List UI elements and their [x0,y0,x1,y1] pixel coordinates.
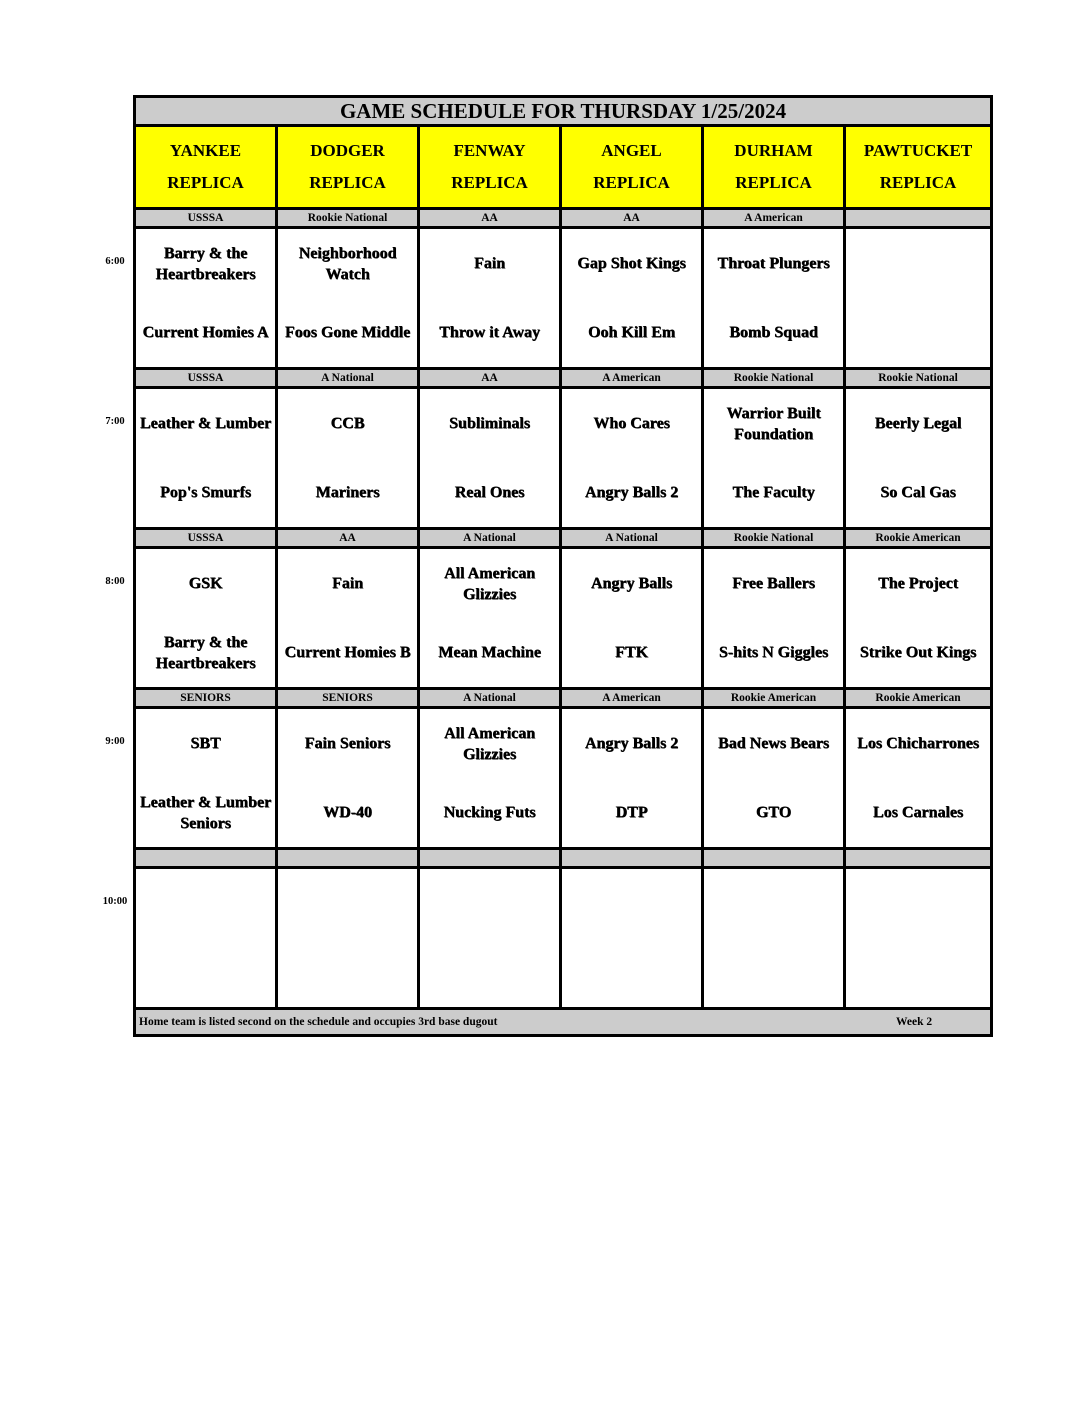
division-label: Rookie National [277,209,419,228]
away-team: GSK [188,575,223,592]
schedule-table [133,95,993,1037]
game-cell [845,548,992,689]
division-label: A National [419,689,561,708]
game-row [135,708,992,849]
field-header-yankee [135,126,277,209]
division-row [135,209,992,228]
division-label [419,849,561,868]
division-label: SENIORS [135,689,277,708]
away-team: Los Chicharrones [857,735,979,752]
home-team: GTO [755,804,792,821]
game-cell [703,708,845,849]
away-team: Leather & Lumber [139,415,272,432]
time-slot-label: 7:00 [105,415,125,427]
page-title: GAME SCHEDULE FOR THURSDAY 1/25/2024 [135,97,992,126]
game-cell [135,548,277,689]
game-cell [419,708,561,849]
game-cell [419,388,561,529]
game-cell [135,388,277,529]
home-team [846,298,990,367]
division-label: A American [561,689,703,708]
home-team: The Faculty [732,484,815,501]
division-label [703,849,845,868]
field-name: ANGEL [601,141,662,160]
field-subtitle: REPLICA [735,173,812,192]
away-team: Neighborhood Watch [298,244,397,283]
home-team: Real Ones [454,484,525,501]
division-label: AA [561,209,703,228]
away-team: Throat Plungers [717,255,830,272]
away-team: All American Glizzies [443,564,536,603]
away-team: Subliminals [449,415,530,432]
away-team [704,869,843,938]
division-label [845,849,992,868]
field-name: YANKEE [169,141,242,160]
away-team: Gap Shot Kings [577,255,686,272]
home-team: Pop's Smurfs [159,484,252,501]
game-cell [277,228,419,369]
time-slot-label: 6:00 [105,255,125,267]
game-cell [419,868,561,1009]
away-team: Bad News Bears [717,735,830,752]
division-label: USSSA [135,529,277,548]
division-label: A American [561,369,703,388]
game-cell [277,388,419,529]
away-team: Fain [331,575,364,592]
home-team [420,938,559,1007]
home-team: Mean Machine [438,644,541,661]
home-team: DTP [615,804,648,821]
game-cell [277,708,419,849]
home-team: Mariners [315,484,380,501]
away-team: Fain Seniors [304,735,391,752]
home-team: Nucking Futs [443,804,536,821]
home-team: WD-40 [323,804,372,821]
field-header-durham [703,126,845,209]
game-cell [561,868,703,1009]
field-subtitle: REPLICA [167,173,244,192]
game-cell [561,388,703,529]
division-label: AA [419,209,561,228]
home-team: FTK [615,644,648,661]
home-team: Los Carnales [872,804,964,821]
game-cell [703,868,845,1009]
division-label [135,849,277,868]
game-cell [419,548,561,689]
field-header-fenway [419,126,561,209]
division-row [135,529,992,548]
division-label: USSSA [135,369,277,388]
game-row [135,548,992,689]
footer-row [135,1009,992,1036]
game-cell [845,868,992,1009]
game-cell [703,228,845,369]
game-cell [561,228,703,369]
home-team: S-hits N Giggles [718,644,829,661]
away-team: CCB [330,415,365,432]
time-slot-label: 9:00 [105,735,125,747]
away-team: Barry & the Heartbreakers [155,244,256,283]
away-team [420,869,559,938]
division-label [561,849,703,868]
home-team: So Cal Gas [880,484,956,501]
game-row [135,388,992,529]
away-team [136,869,275,938]
home-team [846,938,990,1007]
home-team [704,938,843,1007]
away-team: Fain [473,255,506,272]
away-team: Beerly Legal [874,415,962,432]
division-label: SENIORS [277,689,419,708]
away-team [846,229,990,298]
division-label: USSSA [135,209,277,228]
field-header-pawtucket [845,126,992,209]
game-cell [561,548,703,689]
division-label: A National [419,529,561,548]
game-cell [277,548,419,689]
away-team: Warrior Built Foundation [726,404,821,443]
game-row [135,228,992,369]
division-label: A American [703,209,845,228]
time-slot-label: 10:00 [102,895,128,907]
game-cell [845,228,992,369]
division-label: Rookie American [845,689,992,708]
division-label: A National [277,369,419,388]
home-team: Angry Balls 2 [584,484,679,501]
away-team: Angry Balls [590,575,673,592]
field-header-row [135,126,992,209]
home-team [278,938,417,1007]
division-row [135,849,992,868]
away-team [278,869,417,938]
field-subtitle: REPLICA [593,173,670,192]
away-team: All American Glizzies [443,724,536,763]
division-label: AA [419,369,561,388]
game-cell [135,708,277,849]
home-team: Ooh Kill Em [587,324,676,341]
footer [135,1009,992,1036]
game-cell [135,868,277,1009]
division-label: A National [561,529,703,548]
field-name: DODGER [310,141,385,160]
field-subtitle: REPLICA [879,173,957,192]
game-cell [845,708,992,849]
field-subtitle: REPLICA [309,173,386,192]
field-name: FENWAY [453,141,526,160]
division-row [135,689,992,708]
field-name: DURHAM [734,141,813,160]
home-team: Current Homies A [142,324,269,341]
home-team: Strike Out Kings [859,644,977,661]
home-team [562,938,701,1007]
game-cell [703,388,845,529]
game-cell [703,548,845,689]
home-team: Bomb Squad [729,324,818,341]
away-team: The Project [877,575,959,592]
division-row [135,369,992,388]
home-team: Barry & the Heartbreakers [155,633,256,672]
away-team [846,869,990,938]
away-team: Free Ballers [732,575,815,592]
away-team: SBT [190,735,221,752]
division-label: Rookie American [845,529,992,548]
field-header-dodger [277,126,419,209]
home-team [136,938,275,1007]
away-team: Angry Balls 2 [584,735,679,752]
division-label: Rookie American [703,689,845,708]
game-cell [277,868,419,1009]
field-subtitle: REPLICA [451,173,528,192]
division-label: Rookie National [703,369,845,388]
division-label: Rookie National [845,369,992,388]
home-team: Current Homies B [284,644,411,661]
division-label [845,209,992,228]
footer-note: Home team is listed second on the schedule and occupies 3rd base dugout [139,1016,498,1028]
game-cell [845,388,992,529]
game-cell [135,228,277,369]
division-label: AA [277,529,419,548]
time-slot-label: 8:00 [105,575,125,587]
home-team: Leather & Lumber Seniors [139,793,272,832]
game-row [135,868,992,1009]
division-label [277,849,419,868]
away-team [562,869,701,938]
field-name: PAWTUCKET [863,141,973,160]
away-team: Who Cares [593,415,670,432]
home-team: Foos Gone Middle [284,324,411,341]
field-header-angel [561,126,703,209]
home-team: Throw it Away [439,324,540,341]
week-label: Week 2 [896,1016,933,1028]
division-label: Rookie National [703,529,845,548]
game-cell [419,228,561,369]
game-cell [561,708,703,849]
